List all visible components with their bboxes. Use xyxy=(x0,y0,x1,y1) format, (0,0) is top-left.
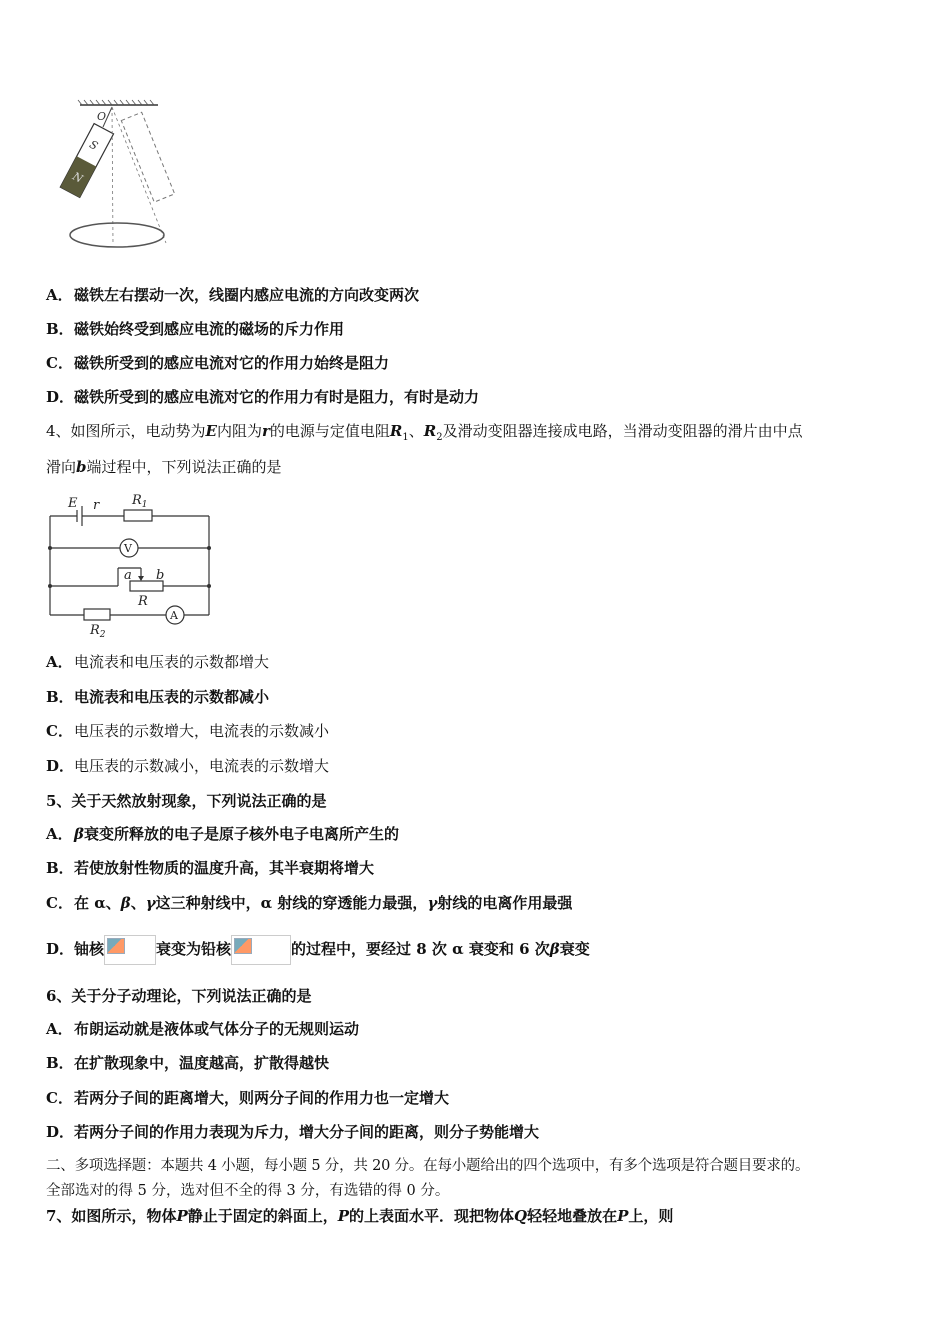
option-letter: C． xyxy=(46,722,73,740)
symbol-r1: R xyxy=(389,422,403,440)
option-letter: C． xyxy=(46,894,73,912)
q6-stem: 6、关于分子动理论，下列说法正确的是 xyxy=(46,987,312,1005)
label-rheostat: R xyxy=(138,594,148,609)
image-placeholder-icon xyxy=(107,938,125,954)
q3-option-c xyxy=(46,352,389,374)
option-text: 射线的电离作用最强 xyxy=(437,894,573,912)
q6-option-b xyxy=(46,1052,329,1074)
label-e: E xyxy=(68,496,78,511)
q4-option-b xyxy=(46,686,269,708)
option-letter: D． xyxy=(46,757,75,775)
q6-option-d xyxy=(46,1121,539,1143)
option-text: 磁铁所受到的感应电流对它的作用力始终是阻力 xyxy=(74,354,390,372)
q5-option-d xyxy=(46,934,590,965)
symbol-beta: β xyxy=(549,940,560,958)
option-letter: C． xyxy=(46,354,73,372)
option-letter: D． xyxy=(46,1123,75,1141)
q4-stem-part: 、 xyxy=(408,422,424,440)
q4-stem-part: 端过程中，下列说法正确的是 xyxy=(86,458,282,476)
option-text: 若两分子间的距离增大，则两分子间的作用力也一定增大 xyxy=(74,1089,450,1107)
lead-nucleus-image xyxy=(231,935,291,965)
option-letter: D． xyxy=(46,940,75,958)
magnet-s-label: S xyxy=(87,137,100,153)
q4-option-d xyxy=(46,755,329,777)
option-letter: D． xyxy=(46,388,75,406)
option-text: 在扩散现象中，温度越高，扩散得越快 xyxy=(74,1054,330,1072)
q7-stem-part: 静止于固定的斜面上， xyxy=(187,1207,338,1225)
option-letter: B． xyxy=(46,688,74,706)
label-r2 xyxy=(89,623,106,638)
q4-stem-line2 xyxy=(46,456,282,478)
q6-option-a xyxy=(46,1018,359,1040)
option-text: 电流表和电压表的示数都增大 xyxy=(74,653,270,671)
label-r2-main: R xyxy=(90,623,100,638)
q5-option-a xyxy=(46,823,399,845)
q4-stem-part: 4、如图所示，电动势为 xyxy=(46,422,206,440)
q4-stem-part: 滑向 xyxy=(46,458,77,476)
symbol-p: P xyxy=(617,1207,629,1225)
option-text: 磁铁所受到的感应电流对它的作用力有时是阻力，有时是动力 xyxy=(74,388,480,406)
option-text: 这三种射线中，α 射线的穿透能力最强， xyxy=(155,894,428,912)
option-text: 铀核 xyxy=(74,940,105,958)
q7-stem-part: 轻轻地叠放在 xyxy=(527,1207,618,1225)
option-text: 若使放射性物质的温度升高，其半衰期将增大 xyxy=(74,859,375,877)
label-a: a xyxy=(124,568,132,583)
option-text: 衰变为铅核 xyxy=(156,940,232,958)
q4-option-c xyxy=(46,720,329,742)
q7-stem-part: 上，则 xyxy=(628,1207,674,1225)
symbol-r1-sub: 1 xyxy=(402,432,409,443)
q5-option-c xyxy=(46,892,572,914)
section2-line2: 全部选对的得 5 分，选对但不全的得 3 分，有选错的得 0 分。 xyxy=(46,1183,450,1199)
option-letter: A． xyxy=(46,653,73,671)
symbol-p: P xyxy=(337,1207,350,1225)
q7-stem xyxy=(46,1205,673,1227)
q3-option-d xyxy=(46,386,479,408)
q7-stem-part: 7、如图所示，物体 xyxy=(46,1207,177,1225)
resistor-r1 xyxy=(124,510,152,521)
q4-stem-part: 的电源与定值电阻 xyxy=(269,422,390,440)
label-v: V xyxy=(124,542,132,555)
option-letter: A． xyxy=(46,825,73,843)
option-text: 电压表的示数增大，电流表的示数减小 xyxy=(74,722,330,740)
symbol-b: b xyxy=(76,458,87,476)
symbol-e: E xyxy=(205,422,217,440)
option-text: 衰变所释放的电子是原子核外电子电离所产生的 xyxy=(83,825,399,843)
label-r1-sub: 1 xyxy=(141,500,148,510)
option-letter: C． xyxy=(46,1089,73,1107)
option-letter: B． xyxy=(46,320,74,338)
label-r2-sub: 2 xyxy=(99,630,106,638)
magnet-dashed-position xyxy=(121,112,174,202)
option-letter: B． xyxy=(46,859,74,877)
option-letter: B． xyxy=(46,1054,74,1072)
label-r: r xyxy=(93,498,100,513)
option-text: 电压表的示数减小，电流表的示数增大 xyxy=(74,757,330,775)
q3-option-b xyxy=(46,318,344,340)
q4-option-a xyxy=(46,651,269,673)
q6-option-c xyxy=(46,1087,449,1109)
q3-option-a xyxy=(46,284,419,306)
label-r1-main: R xyxy=(132,493,142,508)
option-text: 电流表和电压表的示数都减小 xyxy=(74,688,270,706)
slider-arrow xyxy=(138,576,144,581)
q5-option-b xyxy=(46,857,374,879)
coil-ring xyxy=(70,223,164,247)
label-ammeter: A xyxy=(170,609,178,622)
symbol-beta: β xyxy=(74,825,84,843)
circuit-diagram xyxy=(40,488,220,638)
resistor-r2 xyxy=(84,609,110,620)
symbol-beta: β xyxy=(120,894,131,912)
option-text: 衰变 xyxy=(559,940,590,958)
q4-stem-part: 及滑动变阻器连接成电路，当滑动变阻器的滑片由中点 xyxy=(442,422,803,440)
symbol-gamma: γ xyxy=(145,894,156,912)
option-text: 磁铁左右摆动一次，线圈内感应电流的方向改变两次 xyxy=(74,286,420,304)
q7-stem-part: 的上表面水平．现把物体 xyxy=(349,1207,515,1225)
symbol-p: P xyxy=(176,1207,188,1225)
symbol-r2: R xyxy=(423,422,437,440)
q5-stem: 5、关于天然放射现象，下列说法正确的是 xyxy=(46,792,327,810)
image-placeholder-icon xyxy=(234,938,252,954)
uranium-nucleus-image xyxy=(104,935,156,965)
q4-stem-part: 内阻为 xyxy=(216,422,262,440)
pivot-label: O xyxy=(97,110,107,123)
option-text: 在 α、 xyxy=(74,894,121,912)
symbol-r: r xyxy=(262,422,270,440)
option-text: 磁铁始终受到感应电流的磁场的斥力作用 xyxy=(74,320,345,338)
option-text: 布朗运动就是液体或气体分子的无规则运动 xyxy=(74,1020,360,1038)
symbol-gamma: γ xyxy=(427,894,438,912)
option-text: 若两分子间的作用力表现为斥力，增大分子间的距离，则分子势能增大 xyxy=(74,1123,540,1141)
option-letter: A． xyxy=(46,286,73,304)
section2-line1: 二、多项选择题：本题共 4 小题，每小题 5 分，共 20 分。在每小题给出的四个选项中，有多个选项是符合题目要求的。 xyxy=(46,1158,810,1174)
symbol-r2-sub: 2 xyxy=(436,432,443,443)
label-b: b xyxy=(156,568,165,583)
option-text: 、 xyxy=(130,894,146,912)
symbol-q: Q xyxy=(514,1207,528,1225)
magnet-pendulum-figure xyxy=(40,95,200,260)
label-r1 xyxy=(131,493,148,510)
option-text: 的过程中，要经过 8 次 α 衰变和 6 次 xyxy=(291,940,550,958)
q4-stem-line1 xyxy=(46,420,803,449)
magnet-n-label: N xyxy=(70,169,85,186)
option-letter: A． xyxy=(46,1020,73,1038)
